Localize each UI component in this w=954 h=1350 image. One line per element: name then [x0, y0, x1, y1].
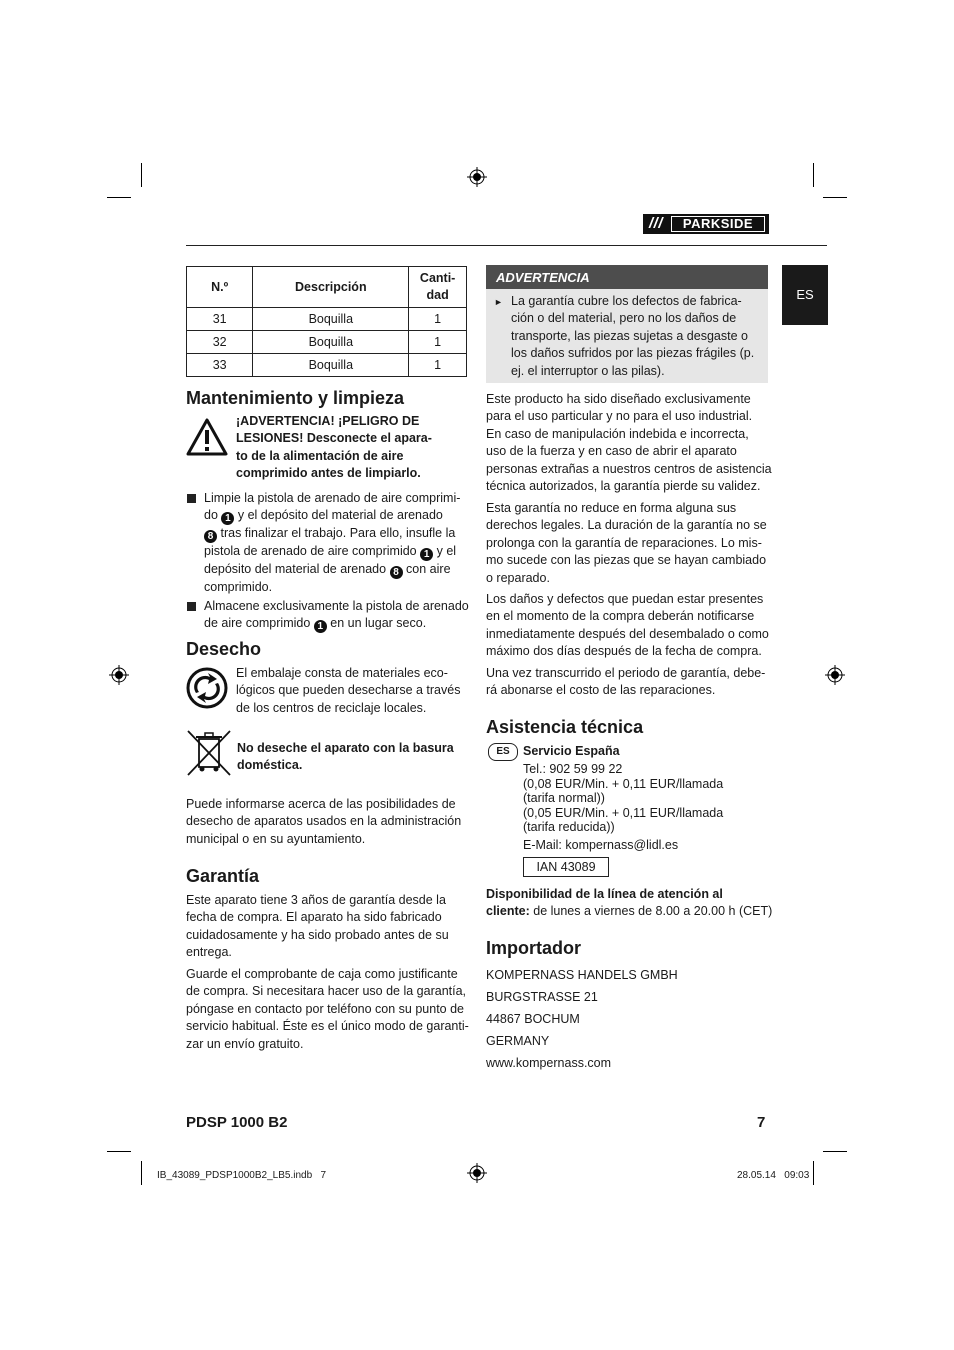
packaging-text — [236, 665, 460, 717]
text-line: los daños sufridos por las piezas frágiles (p. — [511, 346, 755, 361]
text-span: y el depósito del material de arenado — [237, 508, 443, 523]
column-header-description: Descripción — [253, 267, 409, 308]
service-phone-info — [523, 762, 723, 835]
table-cell: 1 — [409, 331, 467, 354]
ian-number: IAN 43089 — [523, 857, 609, 877]
text-line: uso de la fuerza y en caso de abrir el aparato — [486, 444, 737, 459]
crop-mark — [823, 197, 847, 198]
print-file-info: IB_43089_PDSP1000B2_LB5.indb 7 — [157, 1170, 327, 1181]
warranty-paragraph-2 — [186, 966, 469, 1053]
text-line: para el uso particular y no para el uso industrial. — [486, 409, 753, 424]
text-span: de aire comprimido — [204, 616, 311, 631]
registration-mark-icon — [467, 167, 487, 187]
warning-triangle-icon — [186, 418, 228, 456]
defects-paragraph — [486, 591, 769, 661]
part-number-badge: 1 — [420, 548, 433, 561]
registration-mark-icon — [109, 665, 129, 685]
footer-model: PDSP 1000 B2 — [186, 1114, 288, 1131]
text-line: Guarde el comprobante de caja como justificante — [186, 967, 458, 981]
text-line: Puede informarse acerca de las posibilidades de — [186, 797, 456, 811]
crop-mark — [107, 1151, 131, 1152]
crop-mark — [813, 1161, 814, 1185]
text-line: comprimido antes de limpiarlo. — [236, 466, 421, 481]
text-line: Esta garantía no reduce en forma alguna sus — [486, 501, 737, 515]
bullet-square-icon — [187, 602, 196, 611]
logo-slashes: /// — [649, 215, 664, 232]
text-line: Este aparato tiene 3 años de garantía desde la — [186, 893, 446, 907]
text-line: prolonga con la garantía de reparaciones. Lo mis- — [486, 535, 762, 550]
table-cell: 33 — [187, 354, 253, 377]
table-cell: 31 — [187, 308, 253, 331]
text-line — [204, 525, 460, 543]
warranty-paragraph-1 — [186, 892, 449, 962]
service-availability — [486, 886, 772, 921]
text-line: www.kompernass.com — [486, 1056, 612, 1070]
registration-mark-icon — [467, 1163, 487, 1183]
text-line: entrega. — [186, 945, 232, 960]
text-line: zar un envío gratuito. — [186, 1036, 304, 1051]
text-line: ej. el interruptor o las pilas). — [511, 363, 665, 378]
text-span: depósito del material de arenado — [204, 562, 387, 577]
text-line: LESIONES! Desconecte el apara- — [236, 431, 432, 446]
text-line: lógicos que pueden desecharse a través — [236, 683, 461, 698]
logo-text: PARKSIDE — [671, 216, 765, 232]
text-line: Almacene exclusivamente la pistola de arenado — [204, 599, 469, 613]
part-number-badge: 1 — [314, 620, 327, 633]
text-line: inmediatamente después del desembalado o como — [486, 626, 769, 641]
column-header-number: N.º — [187, 267, 253, 308]
crop-mark — [141, 163, 142, 187]
bullet-square-icon — [187, 494, 196, 503]
text-line: Tel.: 902 59 99 22 — [523, 762, 623, 776]
header-rule — [186, 245, 827, 246]
registration-mark-icon — [825, 665, 845, 685]
text-line: (tarifa normal)) — [523, 791, 605, 805]
text-line: cuidadosamente y ha sido probado antes de su — [186, 927, 449, 942]
text-line: técnica autorizados, la garantía pierde su validez. — [486, 479, 761, 494]
table-cell: Boquilla — [253, 308, 409, 331]
text-line — [486, 903, 772, 920]
text-line: póngase en contacto por teléfono con su punto de — [186, 1001, 464, 1016]
parkside-logo — [643, 214, 769, 234]
text-line: en el momento de la compra deberán notificarse — [486, 609, 755, 624]
text-line: ción o del material, pero no los daños de — [511, 311, 737, 326]
maintenance-warning — [236, 413, 432, 483]
text-line: (0,05 EUR/Min. + 0,11 EUR/llamada — [523, 805, 724, 820]
country-badge: ES — [488, 743, 518, 761]
text-line: de compra. Si necesitara hacer uso de la garantía, — [186, 984, 467, 999]
text-span: do — [204, 508, 218, 523]
cleaning-instruction — [204, 490, 460, 597]
part-number-badge: 8 — [204, 530, 217, 543]
text-line — [204, 507, 460, 525]
text-line: fecha de compra. El aparato ha sido fabricado — [186, 910, 442, 925]
parts-table — [186, 266, 467, 377]
text-line: (tarifa reducida)) — [523, 820, 615, 834]
legal-rights-paragraph — [486, 500, 767, 587]
crop-mark — [823, 1151, 847, 1152]
text-line: personas extrañas a nuestros centros de asistencia — [486, 461, 772, 476]
text-line: KOMPERNASS HANDELS GMBH — [486, 968, 678, 982]
text-line: El embalaje consta de materiales eco- — [236, 666, 448, 680]
text-line: 44867 BOCHUM — [486, 1012, 580, 1026]
text-line: o reparado. — [486, 570, 550, 585]
text-span: tras finalizar el trabajo. Para ello, insufle la — [220, 526, 456, 541]
service-name: Servicio España — [523, 744, 620, 758]
text-line: Disponibilidad de la línea de atención al — [486, 887, 723, 901]
language-tab: ES — [782, 265, 828, 325]
text-span: y el — [436, 544, 457, 559]
crop-mark — [107, 197, 131, 198]
text-line: rá abonarse el costo de las reparaciones. — [486, 683, 716, 698]
table-cell: Boquilla — [253, 354, 409, 377]
service-email: E-Mail: kompernass@lidl.es — [523, 838, 679, 852]
warranty-heading: Garantía — [186, 866, 260, 886]
table-cell: 1 — [409, 308, 467, 331]
text-line: to de la alimentación de aire — [236, 448, 404, 463]
text-line: derechos legales. La duración de la garantía no se — [486, 518, 767, 533]
text-line: máximo dos días después de la fecha de compra. — [486, 644, 762, 659]
no-household-waste-text — [237, 740, 454, 775]
service-heading: Asistencia técnica — [486, 717, 644, 737]
text-span: cliente: — [486, 904, 530, 919]
warning-box-text — [511, 293, 754, 380]
print-date-info: 28.05.14 09:03 — [737, 1170, 810, 1181]
storage-instruction — [204, 598, 469, 633]
importer-heading: Importador — [486, 938, 582, 958]
text-line: desecho de aparatos usados en la administración — [186, 814, 462, 829]
text-line: doméstica. — [237, 758, 303, 773]
crop-mark — [141, 1161, 142, 1185]
text-line: No deseche el aparato con la basura — [237, 741, 454, 755]
part-number-badge: 8 — [390, 566, 403, 579]
warning-box-header: ADVERTENCIA — [486, 265, 768, 289]
text-line: mo sucede con las piezas que se hayan cambiado — [486, 553, 767, 568]
text-span: en un lugar seco. — [330, 616, 427, 631]
disposal-heading: Desecho — [186, 639, 262, 659]
text-span: pistola de arenado de aire comprimido — [204, 544, 417, 559]
text-line — [204, 543, 460, 561]
importer-address — [486, 964, 678, 1074]
table-header-row — [187, 267, 467, 308]
table-row — [187, 308, 467, 331]
text-line: de los centros de reciclaje locales. — [236, 700, 427, 715]
table-cell: 1 — [409, 354, 467, 377]
text-line — [204, 615, 469, 633]
warning-arrow-icon: ► — [494, 297, 503, 307]
text-line: Este producto ha sido diseñado exclusivamente — [486, 392, 751, 406]
table-row — [187, 331, 467, 354]
part-number-badge: 1 — [221, 512, 234, 525]
text-line: transporte, las piezas sujetas a desgaste o — [511, 328, 748, 343]
text-line: (0,08 EUR/Min. + 0,11 EUR/llamada — [523, 776, 724, 791]
repair-cost-paragraph — [486, 665, 765, 700]
table-cell: Boquilla — [253, 331, 409, 354]
text-line: Una vez transcurrido el periodo de garantía, debe- — [486, 666, 766, 680]
text-line: Los daños y defectos que puedan estar presentes — [486, 592, 764, 606]
text-line: servicio habitual. Éste es el único modo de garanti- — [186, 1019, 469, 1034]
text-line: En caso de manipulación indebida e incorrecta, — [486, 426, 749, 441]
text-line: municipal o en su ayuntamiento. — [186, 831, 366, 846]
text-line: ¡ADVERTENCIA! ¡PELIGRO DE — [236, 414, 420, 428]
text-line: La garantía cubre los defectos de fabrica- — [511, 294, 742, 308]
table-row — [187, 354, 467, 377]
text-line: BURGSTRASSE 21 — [486, 990, 598, 1004]
column-header-quantity: Canti- dad — [409, 267, 467, 308]
text-span: con aire — [406, 562, 451, 577]
maintenance-heading: Mantenimiento y limpieza — [186, 388, 405, 408]
crop-mark — [813, 163, 814, 187]
text-line: Limpie la pistola de arenado de aire comprimi- — [204, 491, 461, 505]
text-span: de lunes a viernes de 8.00 a 20.00 h (CET) — [529, 904, 773, 919]
crossed-bin-icon — [186, 729, 232, 777]
recycling-green-dot-icon — [186, 667, 228, 709]
text-line: GERMANY — [486, 1034, 550, 1048]
text-line — [204, 561, 460, 579]
product-use-paragraph — [486, 391, 772, 495]
disposal-info-text — [186, 796, 461, 848]
page-number: 7 — [757, 1114, 766, 1131]
table-cell: 32 — [187, 331, 253, 354]
text-line: comprimido. — [204, 580, 273, 595]
